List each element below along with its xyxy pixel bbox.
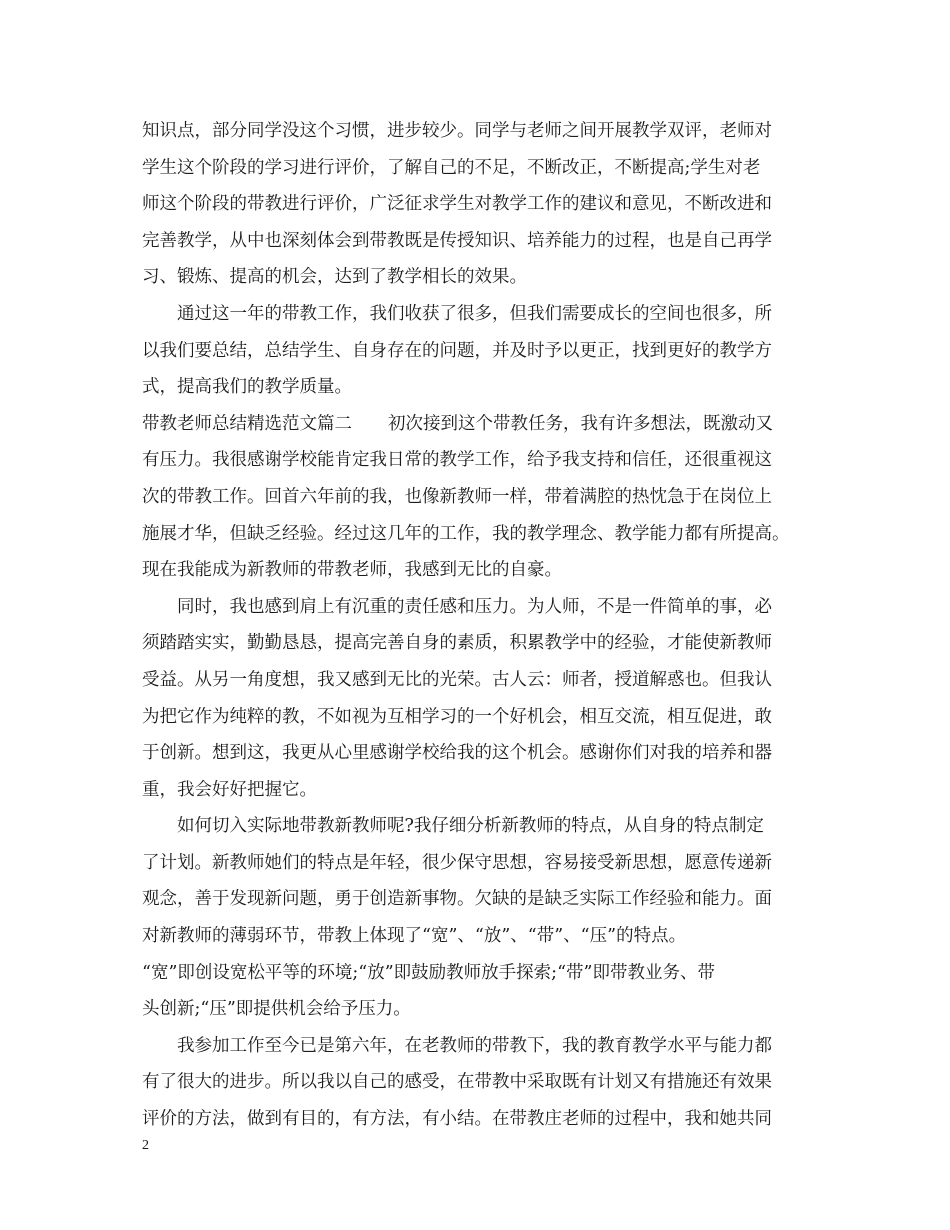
text-line: 于创新。想到这，我更从心里感谢学校给我的这个机会。感谢你们对我的培养和器 <box>142 743 772 764</box>
text-line: 知识点，部分同学没这个习惯，进步较少。同学与老师之间开展教学双评，老师对 <box>142 121 772 141</box>
text-line: 我参加工作至今已是第六年，在老教师的带教下，我的教育教学水平与能力都 <box>142 1035 772 1056</box>
text-line: 了计划。新教师她们的特点是年轻，很少保守思想，容易接受新思想，愿意传递新 <box>142 852 772 873</box>
text-line: “宽”即创设宽松平等的环境;“放”即鼓励教师放手探索;“带”即带教业务、带 <box>142 962 715 983</box>
text-line: 有压力。我很感谢学校能肯定我日常的教学工作，给予我支持和信任，还很重视这 <box>142 450 772 471</box>
text-line: 现在我能成为新教师的带教老师，我感到无比的自豪。 <box>142 560 562 581</box>
text-line: 同时，我也感到肩上有沉重的责任感和压力。为人师，不是一件简单的事，必 <box>142 596 772 617</box>
text-line: 施展才华，但缺乏经验。经过这几年的工作，我的教学理念、教学能力都有所提高。 <box>142 523 790 544</box>
page-number: 2 <box>142 1138 149 1153</box>
text-line: 通过这一年的带教工作，我们收获了很多，但我们需要成长的空间也很多，所 <box>142 303 772 324</box>
text-line: 为把它作为纯粹的教，不如视为互相学习的一个好机会，相互交流，相互促进，敢 <box>142 706 772 727</box>
text-line: 学生这个阶段的学习进行评价，了解自己的不足，不断改正，不断提高;学生对老 <box>142 157 761 178</box>
text-line: 有了很大的进步。所以我以自己的感受，在带教中采取既有计划又有措施还有效果 <box>142 1072 772 1093</box>
text-line: 头创新;“压”即提供机会给予压力。 <box>142 999 411 1020</box>
text-line: 观念，善于发现新问题，勇于创造新事物。欠缺的是缺乏实际工作经验和能力。面 <box>142 889 772 910</box>
section-heading-continuation: 初次接到这个带教任务，我有许多想法，既激动又 <box>388 413 773 434</box>
text-line: 如何切入实际地带教新教师呢?我仔细分析新教师的特点，从自身的特点制定 <box>142 816 764 837</box>
text-line: 评价的方法，做到有目的，有方法，有小结。在带教庄老师的过程中，我和她共同 <box>142 1109 772 1130</box>
text-line: 次的带教工作。回首六年前的我，也像新教师一样，带着满腔的热忱急于在岗位上 <box>142 486 772 507</box>
text-line: 习、锻炼、提高的机会，达到了教学相长的效果。 <box>142 267 527 288</box>
text-line: 完善教学，从中也深刻体会到带教既是传授知识、培养能力的过程，也是自己再学 <box>142 230 772 251</box>
text-line: 受益。从另一角度想，我又感到无比的光荣。古人云：师者，授道解惑也。但我认 <box>142 669 772 690</box>
text-line: 重，我会好好把握它。 <box>142 779 317 800</box>
text-line: 式，提高我们的教学质量。 <box>142 377 352 398</box>
text-line: 对新教师的薄弱环节，带教上体现了“宽”、“放”、“带”、“压”的特点。 <box>142 926 687 947</box>
document-body <box>142 113 810 1138</box>
text-line: 以我们要总结，总结学生、自身存在的问题，并及时予以更正，找到更好的教学方 <box>142 340 772 361</box>
text-line: 师这个阶段的带教进行评价，广泛征求学生对教学工作的建议和意见，不断改进和 <box>142 194 772 215</box>
section-heading-line <box>142 406 810 443</box>
section-heading-title: 带教老师总结精选范文篇二 <box>142 413 352 434</box>
text-line: 须踏踏实实，勤勤恳恳，提高完善自身的素质，积累教学中的经验，才能使新教师 <box>142 633 772 654</box>
